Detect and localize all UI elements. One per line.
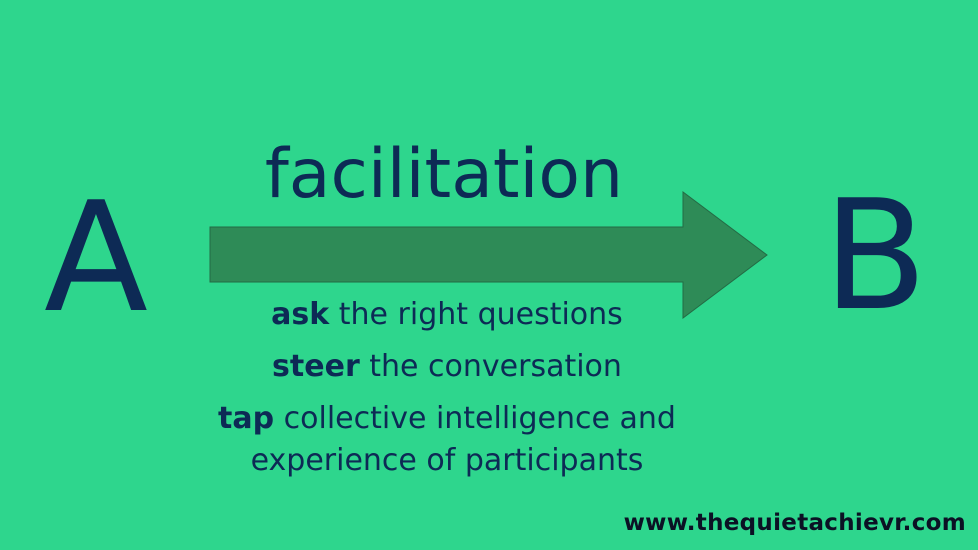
process-label: facilitation [264,135,624,214]
action-text: collective intelligence and experience of participants [250,401,676,478]
action-steer [205,346,689,388]
action-text: the right questions [329,297,623,332]
end-node-label: B [823,167,928,344]
facilitation-actions [205,294,689,492]
action-text: the conversation [359,349,622,384]
action-verb: ask [271,297,330,332]
start-node-label: A [44,169,148,346]
action-verb: steer [272,349,360,384]
action-ask [205,294,689,336]
action-verb: tap [218,401,275,436]
website-url: www.thequietachievr.com [623,510,966,536]
action-tap [205,398,689,482]
